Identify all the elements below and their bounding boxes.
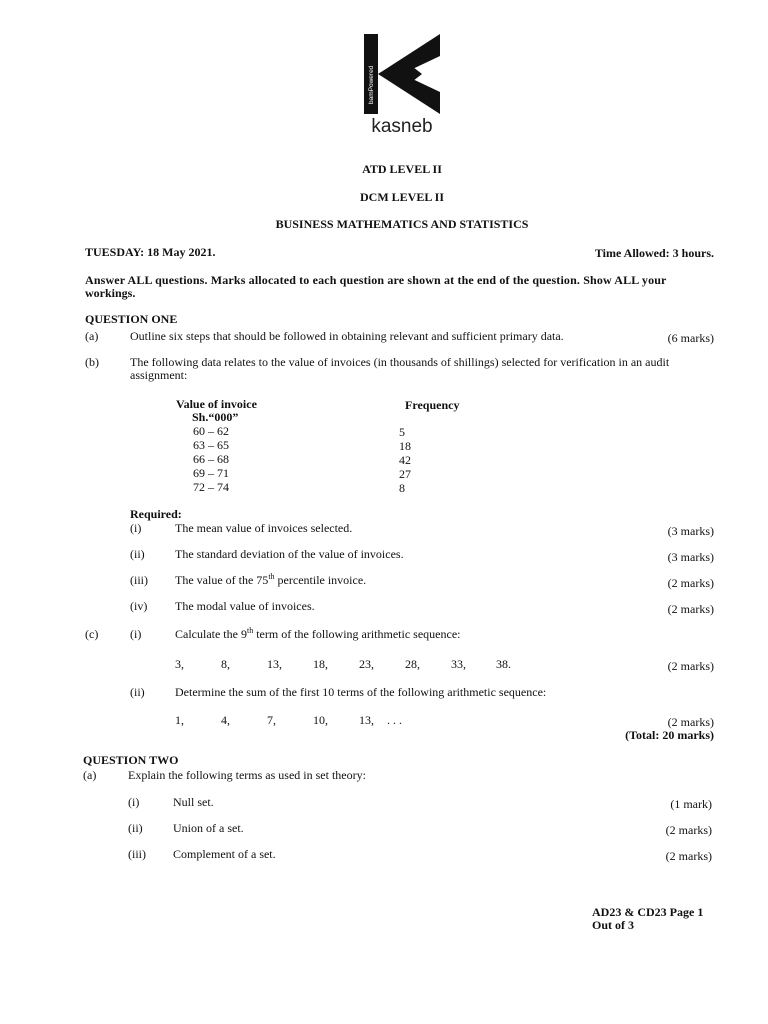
q1a-text: Outline six steps that should be followed in obtaining relevant and sufficient primary data. — [130, 329, 564, 343]
page-footer-count: Out of 3 — [592, 918, 634, 932]
q1c-label: (c) — [85, 627, 99, 641]
table-row-range: 69 – 71 — [193, 466, 229, 480]
level-dcm: DCM LEVEL II — [359, 190, 445, 204]
q1b-iv-num: (iv) — [130, 599, 148, 613]
instructions: Answer ALL questions. Marks allocated to each question are shown at the end of the question. Show ALL your — [85, 273, 667, 287]
q1b-iv-marks: (2 marks) — [667, 602, 714, 616]
sequence-term: 4, — [221, 713, 230, 727]
level-atd: ATD LEVEL II — [362, 162, 442, 176]
q1c-i-marks: (2 marks) — [667, 659, 714, 673]
sequence-term: 28, — [405, 657, 420, 671]
q1b-i-num: (i) — [130, 521, 142, 535]
sequence-term: 7, — [267, 713, 276, 727]
q1b-label: (b) — [85, 355, 99, 369]
question-two-heading: QUESTION TWO — [83, 753, 179, 767]
q1b-iii-num: (iii) — [130, 573, 148, 587]
table-header-value: Value of invoice — [176, 397, 257, 411]
q1c-ii-num: (ii) — [130, 685, 145, 699]
q1b-iii-marks: (2 marks) — [667, 576, 714, 590]
table-header-unit: Sh.“000” — [192, 410, 239, 424]
table-row-range: 63 – 65 — [193, 438, 229, 452]
sequence-term: 3, — [175, 657, 184, 671]
exam-date: TUESDAY: 18 May 2021. — [85, 245, 216, 259]
sequence-ellipsis: . . . — [387, 713, 402, 727]
q2a-iii-text: Complement of a set. — [173, 847, 276, 861]
sequence-term: 38. — [496, 657, 511, 671]
q1b-i-text: The mean value of invoices selected. — [175, 521, 353, 535]
q2a-i-text: Null set. — [173, 795, 214, 809]
logo-tagline: bamPowered — [368, 65, 375, 104]
instructions-cont: workings. — [85, 286, 136, 300]
q1b-text-cont: assignment: — [130, 368, 188, 382]
q1b-iii-text: The value of the 75th percentile invoice. — [175, 572, 367, 587]
q1a-label: (a) — [85, 329, 99, 343]
q1b-ii-text: The standard deviation of the value of invoices. — [175, 547, 404, 561]
table-row-range: 60 – 62 — [193, 424, 229, 438]
table-row-range: 72 – 74 — [193, 480, 229, 494]
q1b-text: The following data relates to the value of invoices (in thousands of shillings) selected for verification in an audit — [130, 355, 670, 369]
q2a-iii-marks: (2 marks) — [665, 849, 712, 863]
kasneb-logo — [364, 34, 440, 114]
sequence-term: 23, — [359, 657, 374, 671]
q2a-ii-text: Union of a set. — [173, 821, 244, 835]
table-header-frequency: Frequency — [405, 398, 460, 412]
q1b-ii-marks: (3 marks) — [667, 550, 714, 564]
sequence-term: 13, — [359, 713, 374, 727]
q2a-iii-num: (iii) — [128, 847, 146, 861]
sequence-term: 33, — [451, 657, 466, 671]
q1c-i-text: Calculate the 9th term of the following arithmetic sequence: — [175, 626, 461, 641]
q1b-ii-num: (ii) — [130, 547, 145, 561]
logo-wordmark: kasneb — [371, 116, 433, 137]
q1b-iv-text: The modal value of invoices. — [175, 599, 315, 613]
q2a-i-num: (i) — [128, 795, 140, 809]
sequence-term: 8, — [221, 657, 230, 671]
q2a-text: Explain the following terms as used in set theory: — [128, 768, 366, 782]
q1c-ii-text: Determine the sum of the first 10 terms of the following arithmetic sequence: — [175, 685, 547, 699]
table-row-freq: 27 — [399, 467, 411, 481]
q2a-i-marks: (1 mark) — [670, 797, 712, 811]
question-one-heading: QUESTION ONE — [85, 312, 178, 326]
subject-title: BUSINESS MATHEMATICS AND STATISTICS — [275, 217, 529, 231]
q1c-i-num: (i) — [130, 627, 142, 641]
sequence-term: 10, — [313, 713, 328, 727]
table-row-freq: 8 — [399, 481, 405, 495]
q1a-marks: (6 marks) — [667, 331, 714, 345]
sequence-term: 1, — [175, 713, 184, 727]
page-footer-code: AD23 & CD23 Page 1 — [592, 905, 704, 919]
q2a-label: (a) — [83, 768, 97, 782]
table-row-freq: 42 — [399, 453, 411, 467]
sequence-term: 13, — [267, 657, 282, 671]
q1b-i-marks: (3 marks) — [667, 524, 714, 538]
q1c-ii-marks: (2 marks) — [667, 715, 714, 729]
table-row-freq: 18 — [399, 439, 411, 453]
time-allowed: Time Allowed: 3 hours. — [594, 246, 714, 260]
sequence-term: 18, — [313, 657, 328, 671]
q1-total: (Total: 20 marks) — [625, 728, 714, 742]
table-row-range: 66 – 68 — [193, 452, 229, 466]
q2a-ii-marks: (2 marks) — [665, 823, 712, 837]
table-row-freq: 5 — [399, 425, 405, 439]
required-label: Required: — [130, 507, 182, 521]
q2a-ii-num: (ii) — [128, 821, 143, 835]
